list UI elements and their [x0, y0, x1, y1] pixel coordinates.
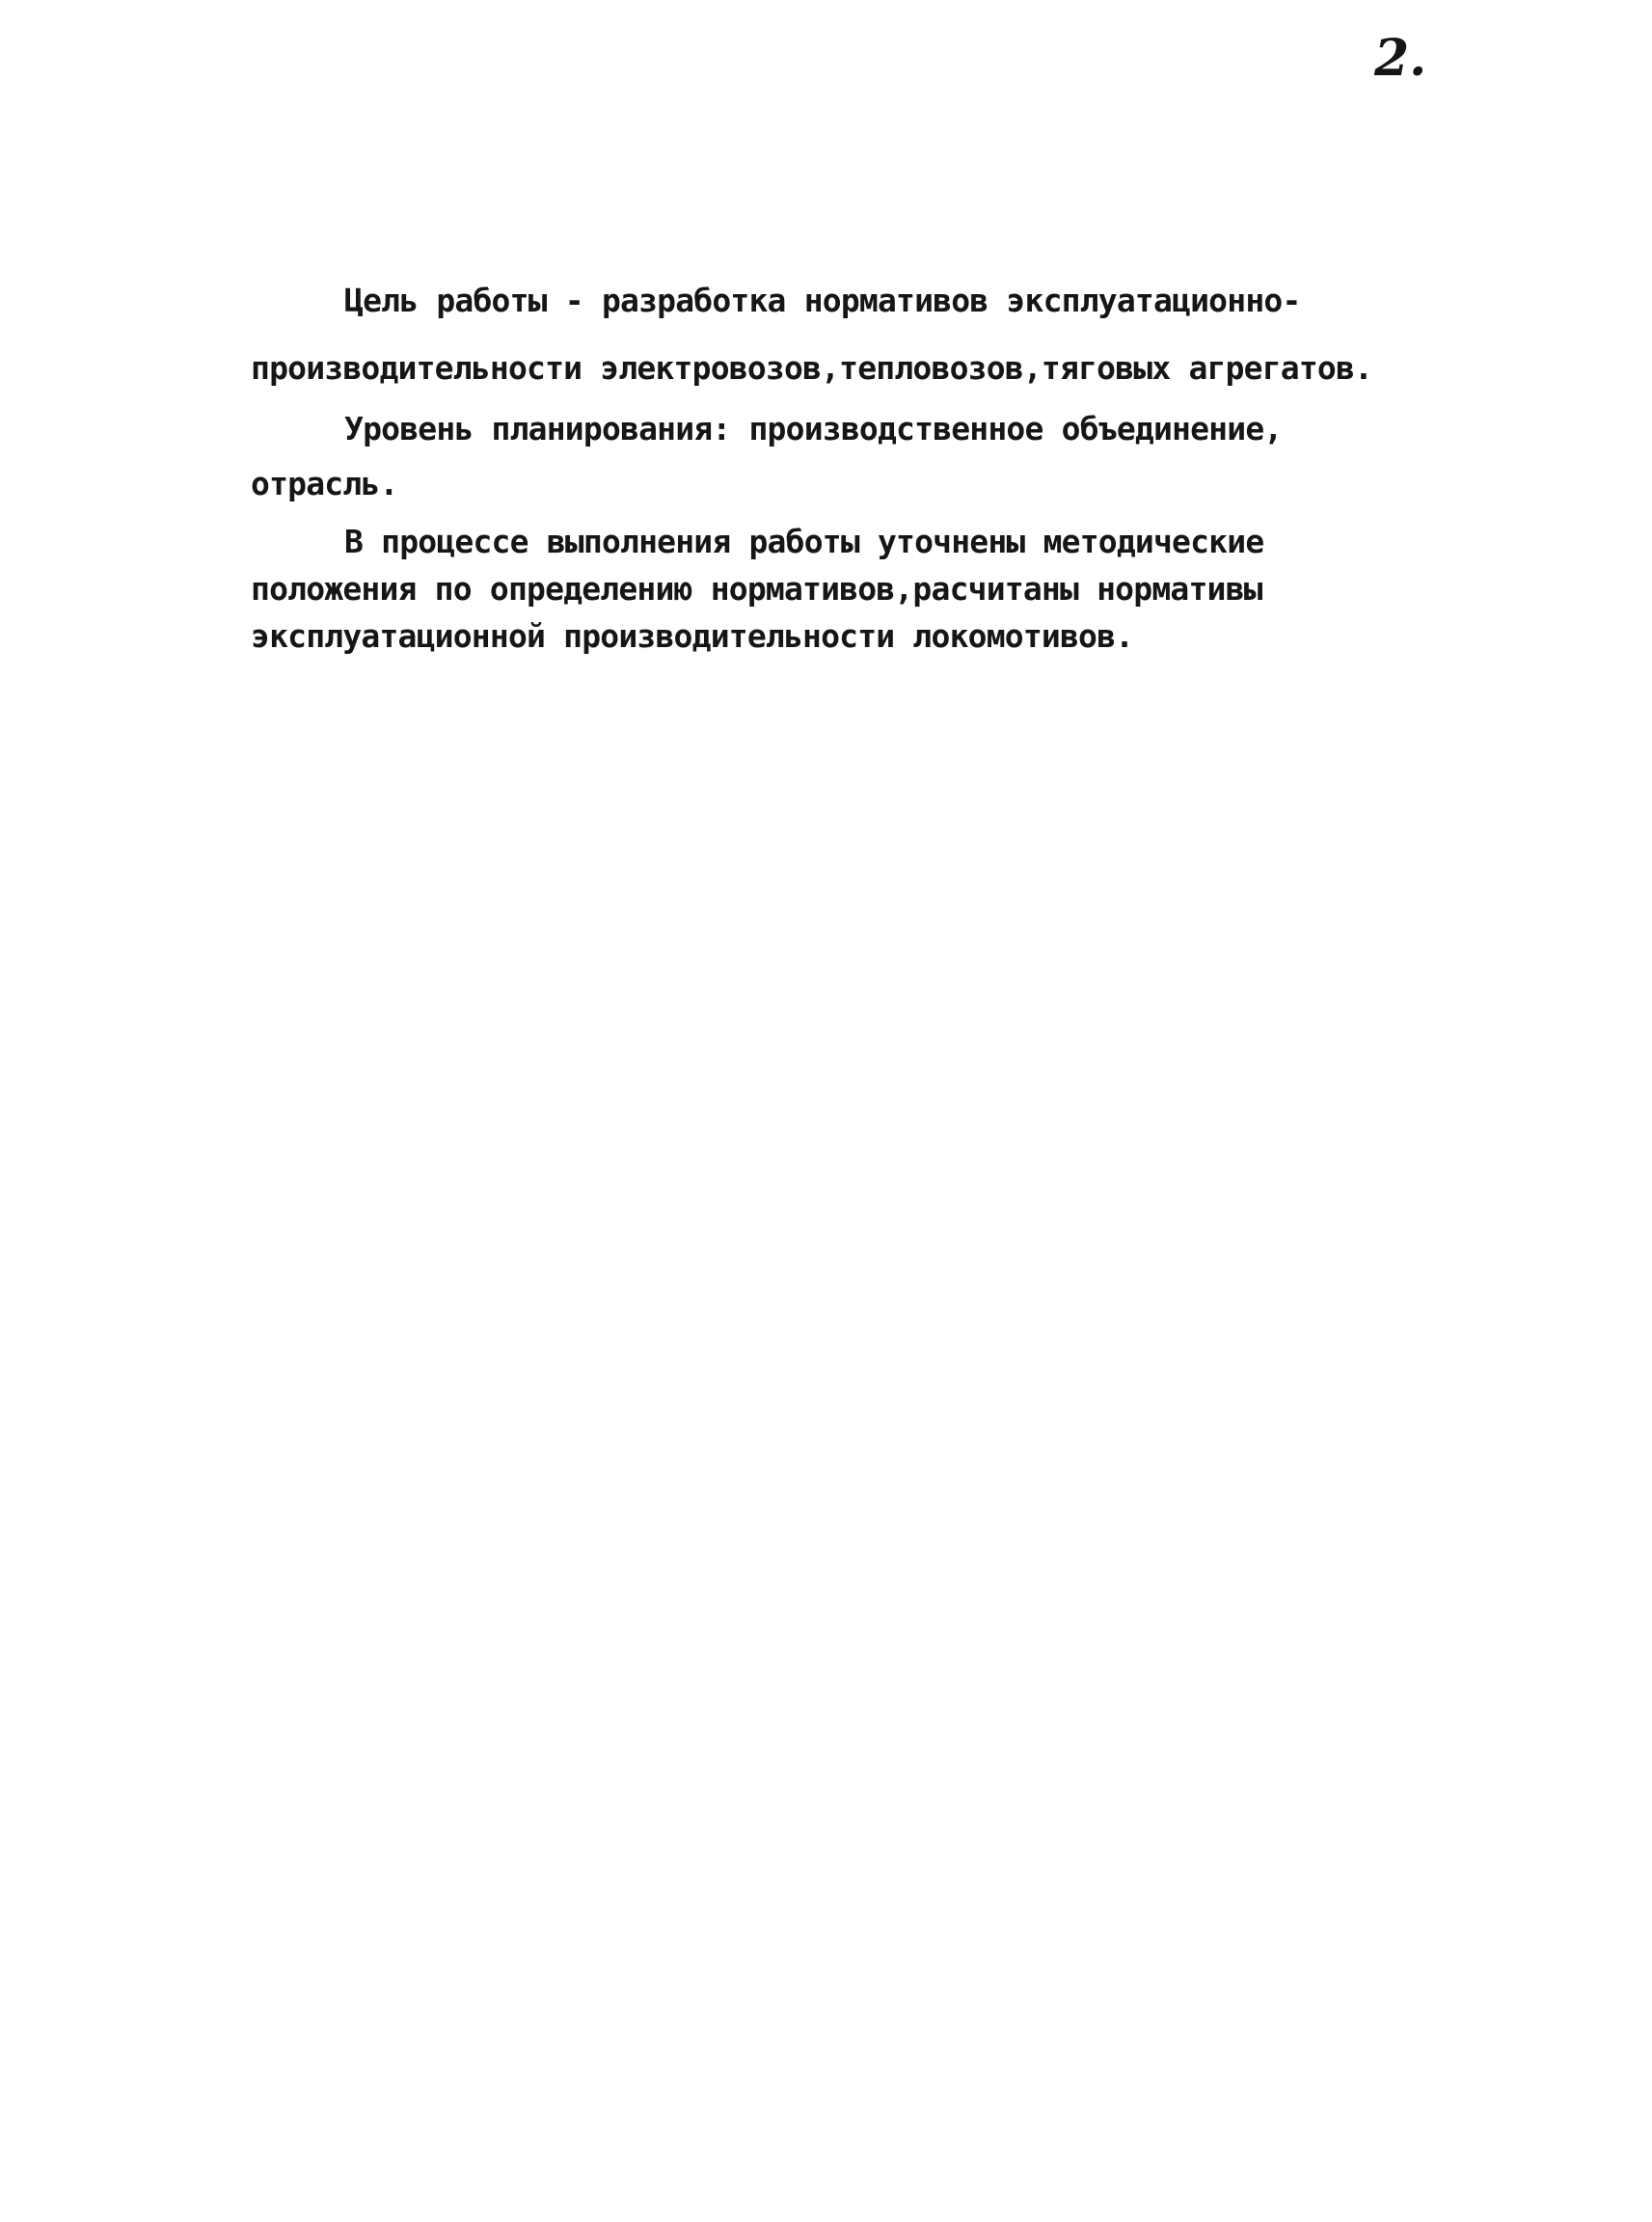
text-line: производительности электровозов,тепловозов,тяговых агрегатов. — [251, 349, 1373, 387]
text-line: эксплуатационной производительности локомотивов. — [251, 617, 1134, 655]
text-line: отрасль. — [251, 465, 398, 502]
text-line: Уровень планирования: производственное объединение, — [344, 410, 1283, 447]
text-line: Цель работы - разработка нормативов эксплуатационно- — [344, 282, 1301, 319]
page-number: 2. — [1374, 29, 1427, 88]
text-line: положения по определению нормативов,расчитаны нормативы — [251, 570, 1262, 608]
text-line: В процессе выполнения работы уточнены методические — [344, 523, 1264, 560]
